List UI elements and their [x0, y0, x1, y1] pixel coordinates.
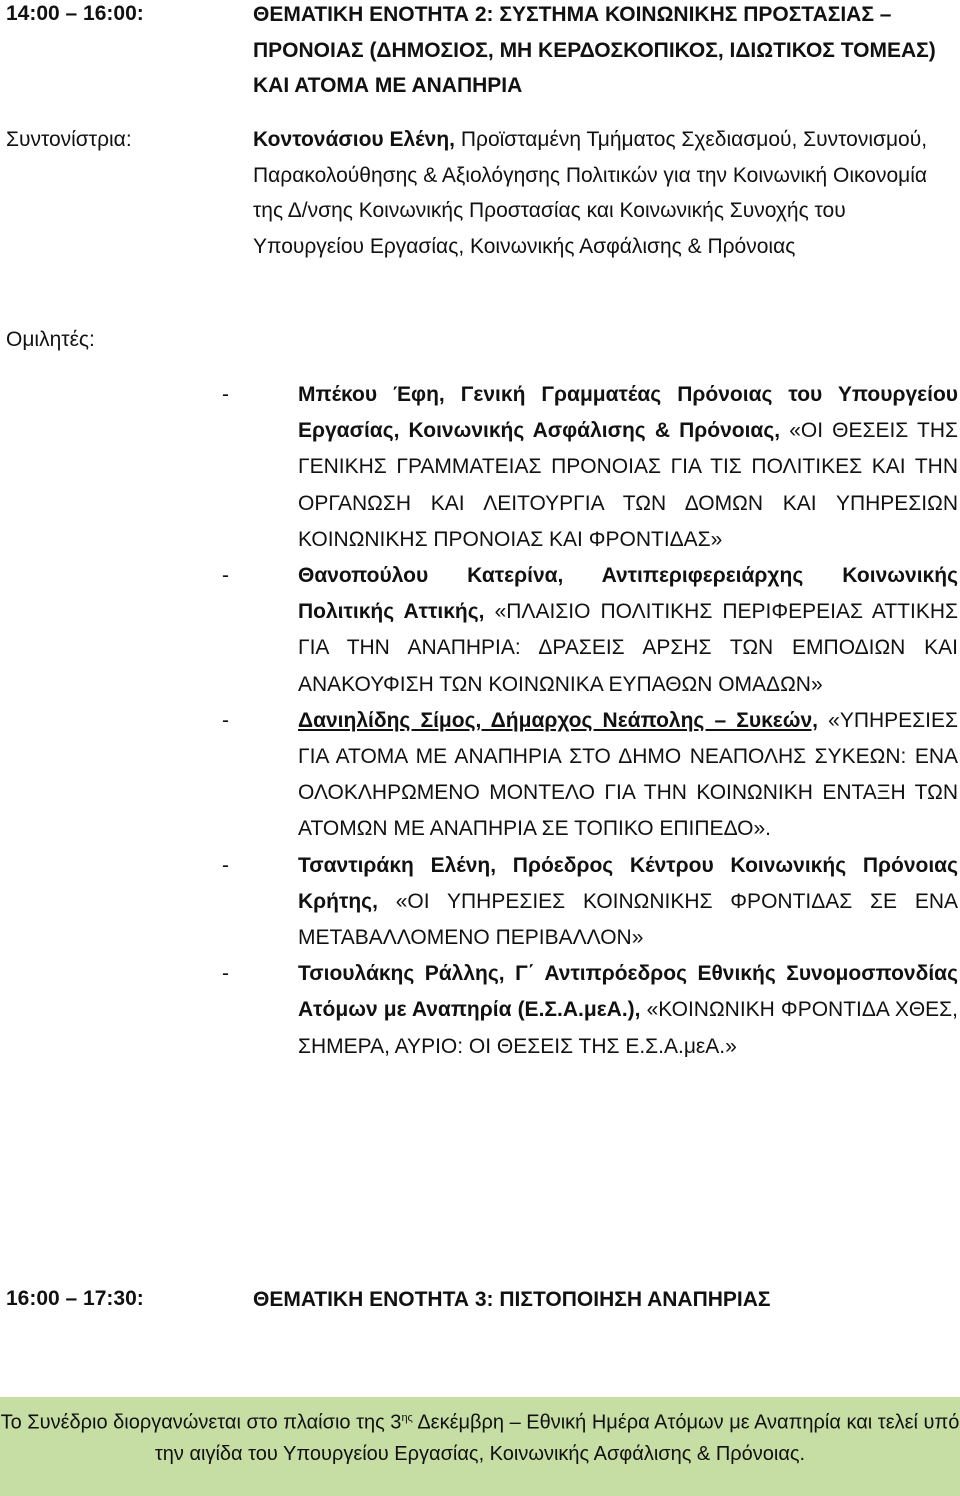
speaker-name: Τσαντιράκη Ελένη, Πρόεδρος Κέντρου Κοινωνικής Πρόνοιας Κρήτης, [298, 853, 958, 913]
footer-banner [0, 1397, 960, 1496]
coordinator-block [253, 122, 958, 264]
speaker-item [222, 558, 958, 703]
speakers-list [222, 377, 958, 1065]
footer-superscript: ης [401, 1412, 413, 1424]
speaker-name: Τσιουλάκης Ράλλης, Γ΄ Αντιπρόεδρος Εθνικής Συνομοσπονδίας Ατόμων με Αναπηρία (Ε.Σ.Α.μεΑ.), [298, 962, 958, 1022]
speaker-item [222, 703, 958, 848]
list-dash: - [222, 962, 229, 986]
speaker-name: Μπέκου Έφη, Γενική Γραμματέας Πρόνοιας του Υπουργείου Εργασίας, Κοινωνικής Ασφάλισης & Πρόνοιας, [298, 383, 958, 443]
speaker-item [222, 848, 958, 957]
footer-text: Το Συνέδριο διοργανώνεται στο πλαίσιο της 3 [0, 1411, 402, 1434]
coordinator-name: Κοντονάσιου Ελένη, [253, 128, 455, 151]
footer-text-rest: Δεκέμβρη – Εθνική Ημέρα Ατόμων με Αναπηρία και τελεί υπό την αιγίδα του Υπουργείου Εργασίας, Κοινωνικής Ασφάλισης & Πρόνοιας. [154, 1411, 960, 1465]
list-dash: - [222, 383, 229, 406]
speakers-label: Ομιλητές: [6, 328, 95, 351]
session-title: ΘΕΜΑΤΙΚΗ ΕΝΟΤΗΤΑ 2: ΣΥΣΤΗΜΑ ΚΟΙΝΩΝΙΚΗΣ ΠΡΟΣΤΑΣΙΑΣ – ΠΡΟΝΟΙΑΣ (ΔΗΜΟΣΙΟΣ, ΜΗ ΚΕΡΔΟΣΚΟΠΙΚΟΣ, ΙΔΙΩΤΙΚΟΣ ΤΟΜΕΑΣ) ΚΑΙ ΑΤΟΜΑ ΜΕ ΑΝΑΠΗΡΙΑ [253, 3, 936, 97]
speaker-topic: «ΟΙ ΘΕΣΕΙΣ ΤΗΣ ΓΕΝΙΚΗΣ ΓΡΑΜΜΑΤΕΙΑΣ ΠΡΟΝΟΙΑΣ ΓΙΑ ΤΙΣ ΠΟΛΙΤΙΚΕΣ ΚΑΙ ΤΗΝ ΟΡΓΑΝΩΣΗ ΚΑΙ ΛΕΙΤΟΥΡΓΙΑ ΤΩΝ ΔΟΜΩΝ ΚΑΙ ΥΠΗΡΕΣΙΩΝ ΚΟΙΝΩΝΙΚΗΣ ΠΡΟΝΟΙΑΣ ΚΑΙ ΦΡΟΝΤΙΔΑΣ» [298, 419, 958, 551]
speaker-item [222, 377, 958, 558]
speaker-name: Δανιηλίδης Σίμος, Δήμαρχος Νεάπολης – Συκεών, [298, 708, 819, 732]
list-dash: - [222, 564, 229, 588]
session-title: ΘΕΜΑΤΙΚΗ ΕΝΟΤΗΤΑ 3: ΠΙΣΤΟΠΟΙΗΣΗ ΑΝΑΠΗΡΙΑΣ [253, 1288, 771, 1311]
speaker-topic: «ΚΟΙΝΩΝΙΚΗ ΦΡΟΝΤΙΔΑ ΧΘΕΣ, ΣΗΜΕΡΑ, ΑΥΡΙΟ: ΟΙ ΘΕΣΕΙΣ ΤΗΣ Ε.Σ.Α.μεΑ.» [298, 998, 958, 1058]
speaker-topic: «ΠΛΑΙΣΙΟ ΠΟΛΙΤΙΚΗΣ ΠΕΡΙΦΕΡΕΙΑΣ ΑΤΤΙΚΗΣ ΓΙΑ ΤΗΝ ΑΝΑΠΗΡΙΑ: ΔΡΑΣΕΙΣ ΑΡΣΗΣ ΤΩΝ ΕΜΠΟΔΙΩΝ ΚΑΙ ΑΝΑΚΟΥΦΙΣΗ ΤΩΝ ΚΟΙΝΩΝΙΚΑ ΕΥΠΑΘΩΝ ΟΜΑΔΩΝ» [298, 600, 958, 696]
list-dash: - [222, 853, 229, 877]
speaker-item [222, 956, 958, 1065]
speaker-topic: «ΥΠΗΡΕΣΙΕΣ ΓΙΑ ΑΤΟΜΑ ΜΕ ΑΝΑΠΗΡΙΑ ΣΤΟ ΔΗΜΟ ΝΕΑΠΟΛΗΣ ΣΥΚΕΩΝ: ΕΝΑ ΟΛΟΚΛΗΡΩΜΕΝΟ ΜΟΝΤΕΛΟ ΓΙΑ ΤΗΝ ΚΟΙΝΩΝΙΚΗ ΕΝΤΑΞΗ ΤΩΝ ΑΤΟΜΩΝ ΜΕ ΑΝΑΠΗΡΙΑ ΣΕ ΤΟΠΙΚΟ ΕΠΙΠΕΔΟ». [298, 708, 958, 841]
coordinator-role: Προϊσταμένη Τμήματος Σχεδιασμού, Συντονισμού, Παρακολούθησης & Αξιολόγησης Πολιτικών για την Κοινωνική Οικονομία της Δ/νσης Κοινωνικής Προστασίας και Κοινωνικής Συνοχής του Υπουργείου Εργασίας, Κοινωνικής Ασφάλισης & Πρόνοιας [253, 128, 928, 258]
list-dash: - [222, 708, 229, 732]
session-time: 14:00 – 16:00: [6, 2, 144, 25]
coordinator-label: Συντονίστρια: [6, 128, 132, 151]
speaker-topic: «ΟΙ ΥΠΗΡΕΣΙΕΣ ΚΟΙΝΩΝΙΚΗΣ ΦΡΟΝΤΙΔΑΣ ΣΕ ΕΝΑ ΜΕΤΑΒΑΛΛΟΜΕΝΟ ΠΕΡΙΒΑΛΛΟΝ» [298, 889, 958, 950]
speaker-name: Θανοπούλου Κατερίνα, Αντιπεριφερειάρχης Κοινωνικής Πολιτικής Αττικής, [298, 564, 958, 624]
session-time: 16:00 – 17:30: [6, 1287, 144, 1310]
